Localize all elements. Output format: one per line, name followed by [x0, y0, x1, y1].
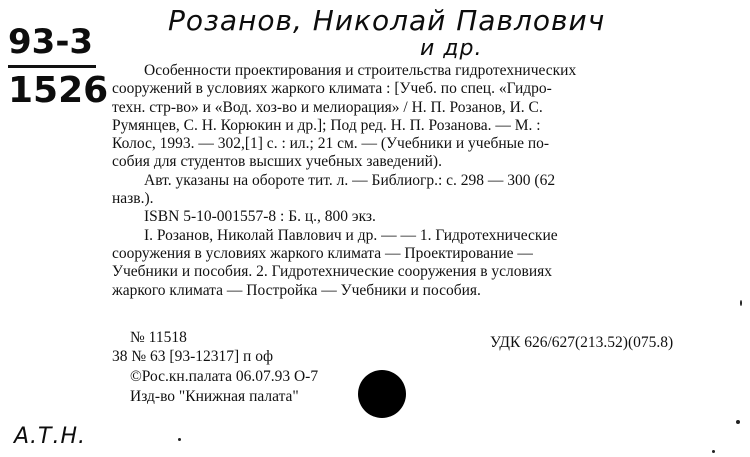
description-line: техн. стр-во» и «Вод. хоз-во и мелиорация» / Н. П. Розанов, И. С. [112, 98, 543, 116]
description-line: сооружений в условиях жаркого климата : [Учеб. по спец. «Гидро- [112, 80, 552, 98]
annotation-line: назв.). [112, 190, 154, 208]
speck [712, 450, 715, 453]
handwritten-initials: А.Т.Н. [14, 424, 87, 449]
shelf-line: 38 № 63 [93-12317] п оф [112, 348, 273, 365]
speck [740, 300, 742, 306]
handwritten-author-suffix: и др. [420, 36, 483, 61]
speck [178, 438, 181, 441]
bibliographic-description [112, 62, 712, 300]
description-line: Особенности проектирования и строительства гидротехнических [144, 62, 577, 79]
handwritten-author: Розанов, Николай Павлович [168, 4, 606, 37]
speck [736, 420, 740, 424]
subject-line: сооружения в условиях жаркого климата — Проектирование — [112, 244, 533, 262]
annotation-line: Авт. указаны на обороте тит. л. — Библиогр.: с. 298 — 300 (62 [144, 171, 556, 189]
call-number-divider [8, 65, 96, 68]
book-chamber-line: ©Рос.кн.палата 06.07.93 О-7 [130, 368, 319, 385]
subject-line: I. Розанов, Николай Павлович и др. — — 1. Гидротехнические [144, 226, 558, 244]
description-line: собия для студентов высших учебных заведений). [112, 153, 442, 171]
subject-line: жаркого климата — Постройка — Учебники и пособия. [112, 281, 481, 299]
subject-line: Учебники и пособия. 2. Гидротехнические сооружения в условиях [112, 263, 553, 281]
publisher-note: Изд-во "Книжная палата" [130, 388, 299, 405]
ink-blot [358, 370, 406, 418]
call-number-bottom: 1526 [8, 70, 109, 111]
isbn-line: ISBN 5-10-001557-8 : Б. ц., 800 экз. [144, 208, 376, 226]
record-number: № 11518 [130, 329, 187, 346]
description-line: Румянцев, С. Н. Корюкин и др.]; Под ред. Н. П. Розанова. — М. : [112, 116, 541, 134]
call-number-top: 93-3 [8, 22, 94, 62]
udk-code: УДК 626/627(213.52)(075.8) [490, 334, 674, 351]
description-line: Колос, 1993. — 302,[1] с. : ил.; 21 см. — (Учебники и учебные по- [112, 135, 550, 153]
